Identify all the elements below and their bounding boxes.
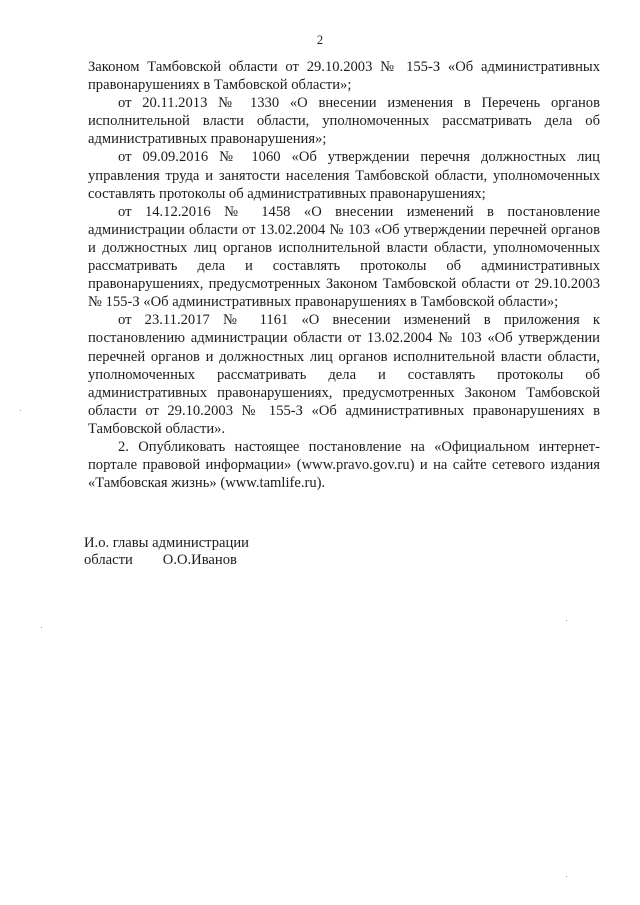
signature-region: области: [84, 552, 133, 568]
signatory-name: О.О.Иванов: [162, 552, 237, 568]
page-number: 2: [316, 33, 324, 47]
scan-speck: [41, 627, 42, 628]
signature-second-line: [84, 552, 249, 569]
signature-title: И.о. главы администрации: [84, 535, 249, 551]
paragraph-resolution-1060: от 09.09.2016 № 1060 «Об утверждении перечня должностных лиц управления труда и занятости населения Тамбовской области, уполномоченных составлять протоколы об административных правонарушениях;: [88, 149, 600, 202]
paragraph-law-reference: Законом Тамбовской области от 29.10.2003 № 155-З «Об административных правонарушениях в Тамбовской области»;: [88, 59, 600, 94]
paragraph-resolution-1330: от 20.11.2013 № 1330 «О внесении изменения в Перечень органов исполнительной власти области, уполномоченных рассматривать дела об административных правонарушения»;: [88, 95, 600, 148]
scan-speck: [566, 620, 567, 621]
paragraph-resolution-1458: от 14.12.2016 № 1458 «О внесении изменений в постановление администрации области от 13.02.2004 № 103 «Об утверждении перечней органов и должностных лиц органов исполнительной власти области, уполномоченных рассматривать дела и составлять протоколы об административных правонарушениях, предусмотренных Законом Тамбовской области от 29.10.2003 № 155-З «Об административных правонарушениях в Тамбовской области»;: [88, 203, 600, 311]
document-body: [88, 58, 600, 492]
paragraph-publish-clause: 2. Опубликовать настоящее постановление на «Официальном интернет-портале правовой информации» (www.pravo.gov.ru) и на сайте сетевого издания «Тамбовская жизнь» (www.tamlife.ru).: [88, 438, 600, 492]
paragraph-resolution-1161: от 23.11.2017 № 1161 «О внесении изменений в приложения к постановлению администрации области от 13.02.2004 № 103 «Об утверждении перечней органов и должностных лиц органов исполнительной власти области, уполномоченных рассматривать дела и составлять протоколы об административных правонарушениях, предусмотренных Законом Тамбовской области от 29.10.2003 № 155-З «Об административных правонарушениях в Тамбовской области».: [88, 312, 600, 437]
signature-block: [84, 535, 249, 569]
scan-speck: [20, 410, 21, 411]
scan-speck: [566, 876, 567, 877]
